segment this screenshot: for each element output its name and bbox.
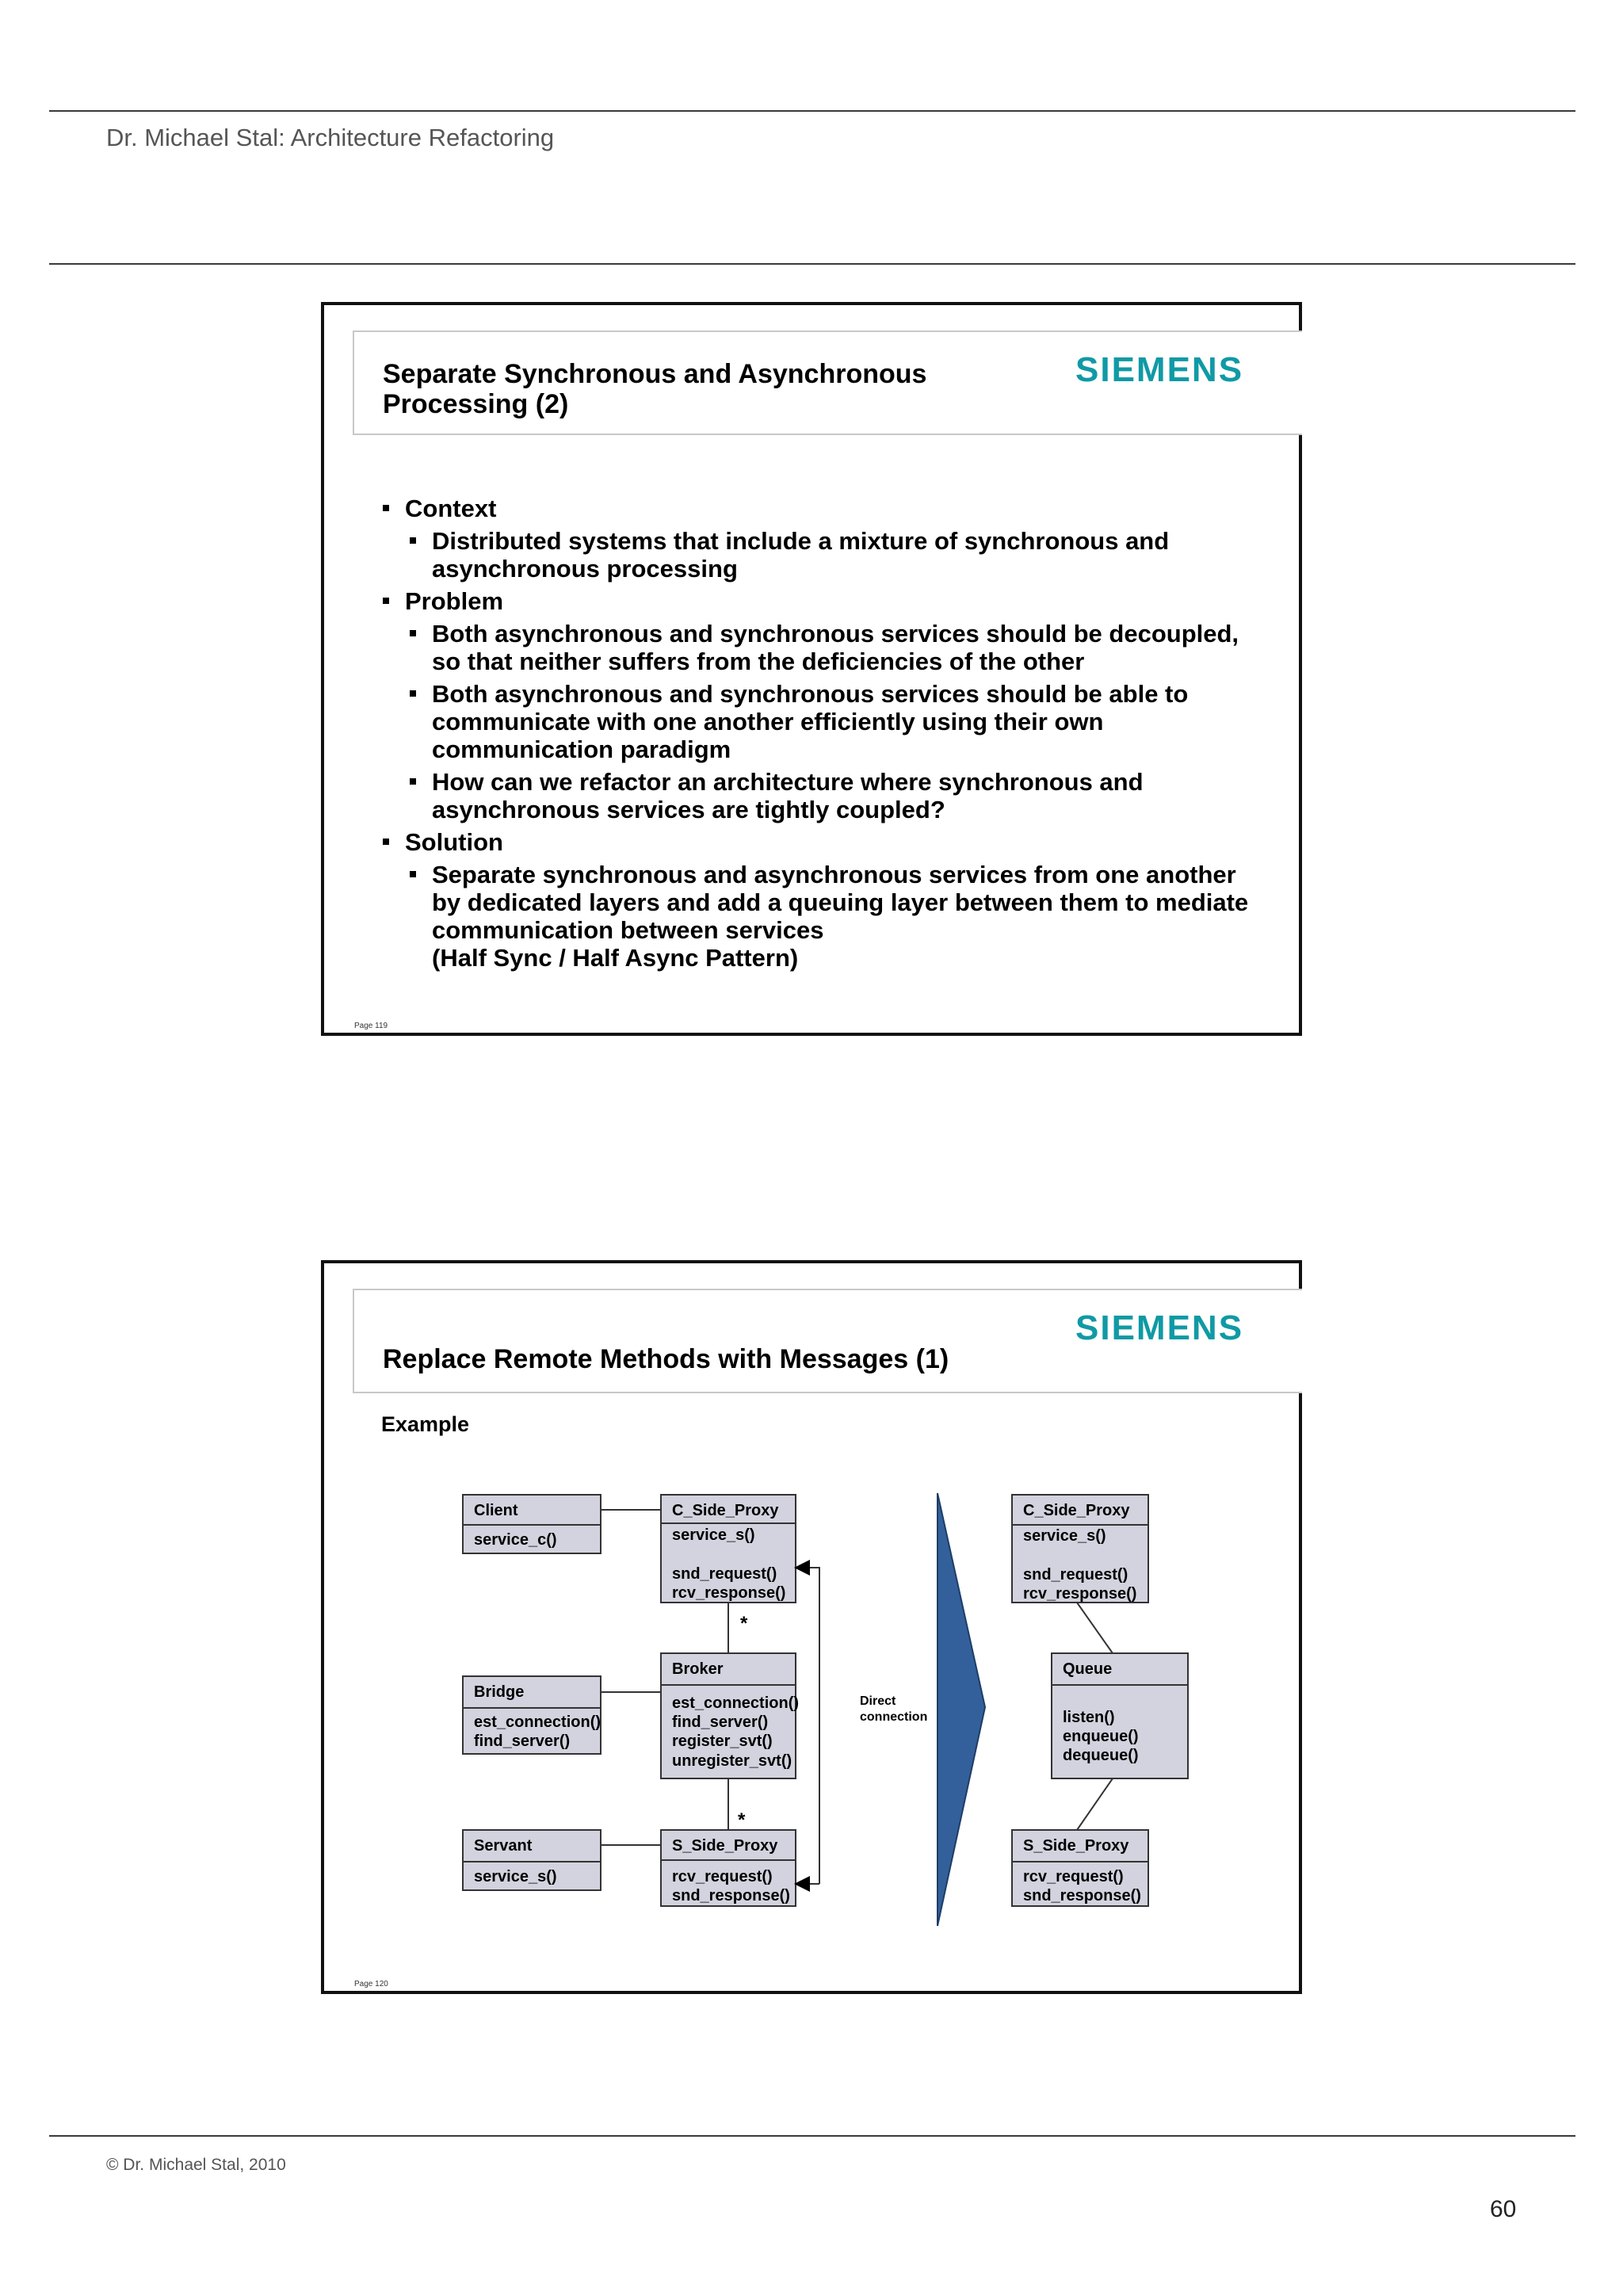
siemens-logo <box>1075 350 1281 388</box>
transformation-arrow <box>938 1493 985 1926</box>
uml-class-queue <box>1052 1653 1188 1778</box>
uml-class-diagram <box>324 1263 1299 1991</box>
slide-bullets <box>381 490 1269 972</box>
svg-text:S_Side_Proxy: S_Side_Proxy <box>672 1837 778 1855</box>
svg-text:find_server(): find_server() <box>672 1713 769 1731</box>
uml-class-c-side-proxy-refactored <box>1012 1495 1148 1603</box>
bullet-problem: Problem <box>381 587 1269 615</box>
svg-text:Broker: Broker <box>672 1660 724 1678</box>
footer-copyright: © Dr. Michael Stal, 2010 <box>106 2156 286 2174</box>
multiplicity-label: * <box>740 1613 748 1634</box>
bullet-solution: Solution <box>381 828 1269 856</box>
svg-text:SIEMENS: SIEMENS <box>1075 1308 1244 1346</box>
slide-page-label: Page 119 <box>354 1022 388 1030</box>
bullet-solution-item: Separate synchronous and asynchronous services from one another by dedicated layers and add a queuing layer between them to mediate communication between services (Half Sync / Half Async Pattern) <box>381 861 1269 972</box>
svg-text:find_server(): find_server() <box>474 1733 571 1750</box>
bullet-context-item: Distributed systems that include a mixture of synchronous and asynchronous processing <box>381 527 1269 583</box>
svg-text:rcv_response(): rcv_response() <box>672 1584 786 1602</box>
bullet-problem-item-1: Both asynchronous and synchronous services should be decoupled, so that neither suffers from the deficiencies of the other <box>381 620 1269 675</box>
example-label: Example <box>381 1412 470 1436</box>
uml-class-s-side-proxy <box>661 1830 796 1906</box>
svg-text:Bridge: Bridge <box>474 1683 525 1701</box>
direct-connection-link <box>796 1568 927 1884</box>
svg-text:est_connection(): est_connection() <box>474 1713 601 1731</box>
svg-text:service_s(): service_s() <box>1023 1527 1106 1545</box>
slide-120 <box>321 1260 1302 1994</box>
svg-text:enqueue(): enqueue() <box>1063 1728 1139 1745</box>
slide-title: Replace Remote Methods with Messages (1) <box>383 1344 949 1374</box>
slide-page-label: Page 120 <box>354 1980 388 1988</box>
page-number: 60 <box>1490 2196 1517 2222</box>
svg-text:service_c(): service_c() <box>474 1531 557 1549</box>
bullet-problem-item-2: Both asynchronous and synchronous services should be able to communicate with one another efficiently using their own communication paradigm <box>381 680 1269 763</box>
svg-text:SIEMENS: SIEMENS <box>1075 350 1244 388</box>
svg-text:Servant: Servant <box>474 1837 533 1855</box>
svg-text:listen(): listen() <box>1063 1709 1115 1726</box>
svg-text:Client: Client <box>474 1502 518 1519</box>
svg-text:register_svt(): register_svt() <box>672 1733 773 1750</box>
footer-rule <box>49 2135 1575 2137</box>
association-line <box>1077 1778 1113 1830</box>
svg-text:rcv_request(): rcv_request() <box>672 1868 773 1885</box>
svg-text:Queue: Queue <box>1063 1660 1113 1678</box>
bullet-context: Context <box>381 495 1269 522</box>
svg-text:dequeue(): dequeue() <box>1063 1747 1139 1764</box>
svg-text:connection: connection <box>860 1710 928 1724</box>
svg-text:service_s(): service_s() <box>672 1526 755 1544</box>
uml-class-bridge <box>463 1676 601 1754</box>
svg-text:unregister_svt(): unregister_svt() <box>672 1752 792 1770</box>
svg-text:C_Side_Proxy: C_Side_Proxy <box>1023 1502 1130 1519</box>
svg-text:rcv_response(): rcv_response() <box>1023 1585 1137 1603</box>
multiplicity-label: * <box>738 1809 746 1831</box>
association-line <box>1077 1603 1113 1653</box>
uml-class-servant <box>463 1830 601 1890</box>
svg-text:S_Side_Proxy: S_Side_Proxy <box>1023 1837 1129 1855</box>
slide-title: Separate Synchronous and Asynchronous Processing (2) <box>383 359 927 419</box>
header-rule-top <box>49 110 1575 112</box>
svg-text:Direct: Direct <box>860 1694 896 1708</box>
slide-119 <box>321 302 1302 1036</box>
document-header: Dr. Michael Stal: Architecture Refactoring <box>106 124 555 151</box>
svg-text:est_connection(): est_connection() <box>672 1694 800 1712</box>
svg-text:snd_request(): snd_request() <box>672 1565 777 1583</box>
header-rule-bottom <box>49 263 1575 265</box>
uml-class-broker <box>661 1653 799 1778</box>
uml-class-c-side-proxy <box>661 1495 796 1603</box>
svg-text:C_Side_Proxy: C_Side_Proxy <box>672 1502 779 1519</box>
svg-text:snd_response(): snd_response() <box>1023 1887 1141 1904</box>
svg-text:snd_response(): snd_response() <box>672 1887 790 1904</box>
svg-text:rcv_request(): rcv_request() <box>1023 1868 1124 1885</box>
bullet-problem-item-3: How can we refactor an architecture where synchronous and asynchronous services are tightly coupled? <box>381 768 1269 823</box>
uml-class-s-side-proxy-refactored <box>1012 1830 1148 1906</box>
svg-text:snd_request(): snd_request() <box>1023 1566 1128 1584</box>
svg-text:service_s(): service_s() <box>474 1868 557 1885</box>
uml-class-client <box>463 1495 601 1553</box>
